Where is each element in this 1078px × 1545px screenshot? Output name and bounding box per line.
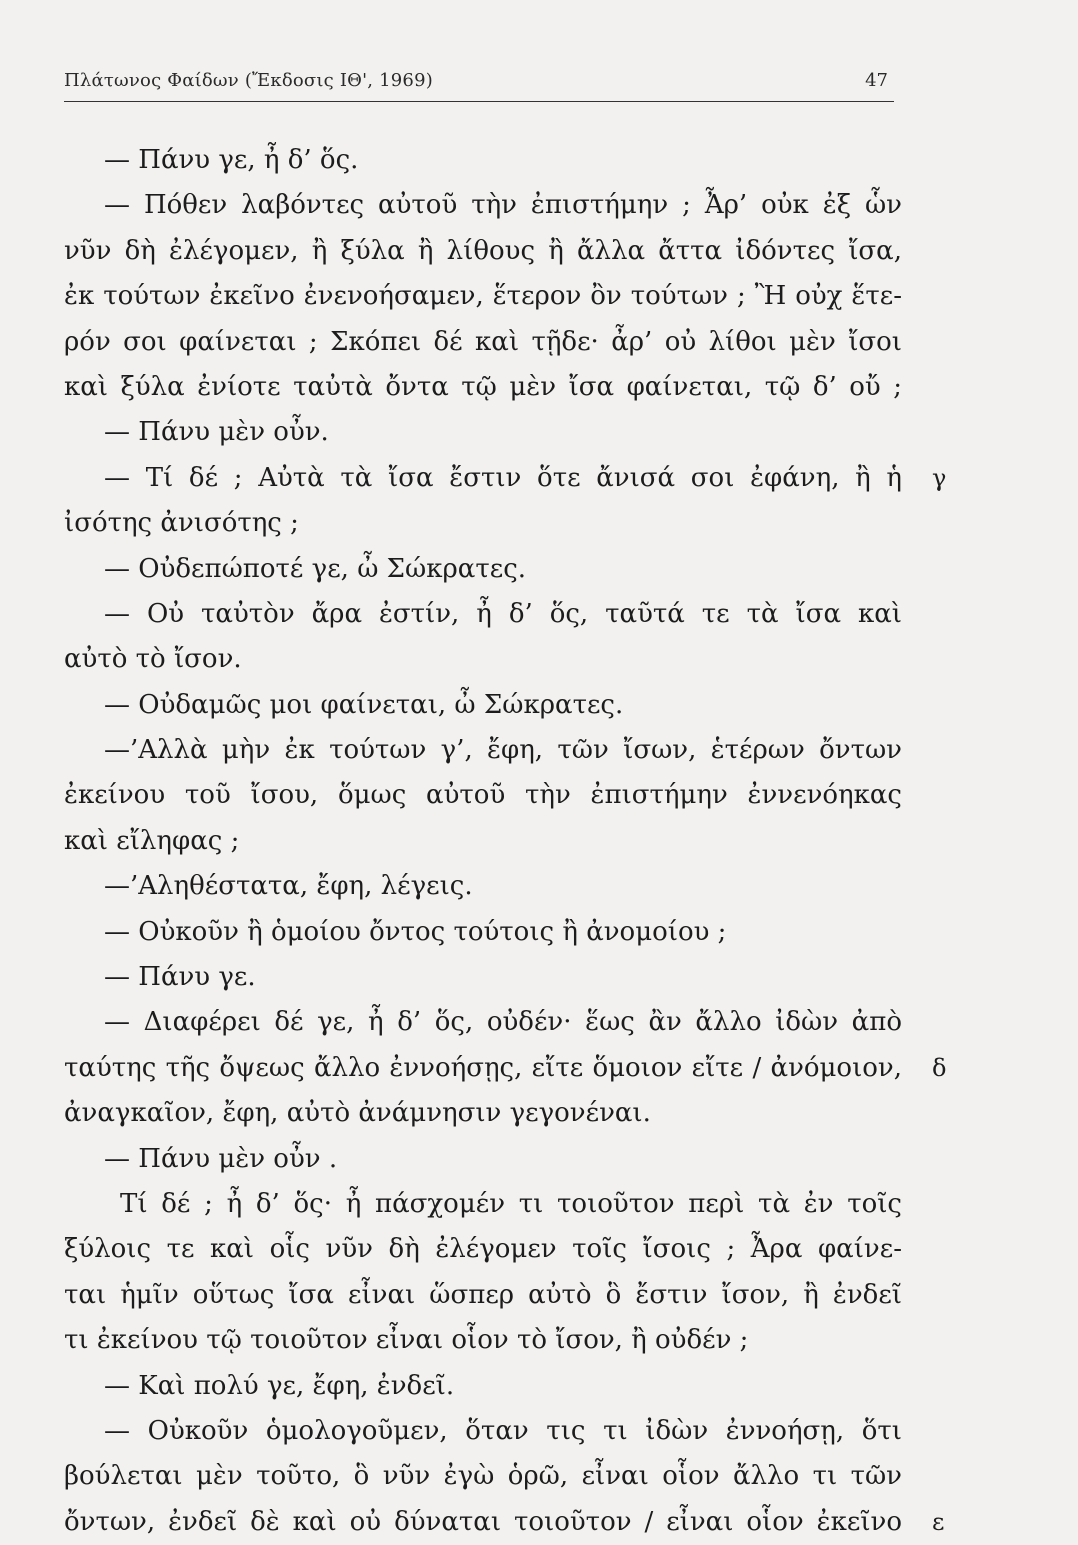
text-line: αὐτὸ τὸ ἴσον. xyxy=(64,644,242,675)
text-line: — Πάνυ γε. xyxy=(104,962,256,993)
text-line: Τί δέ ; ἦ δ’ ὅς· ἦ πάσχομέν τι τοιοῦτον περὶ τὰ ἐν τοῖς xyxy=(120,1188,902,1219)
margin-section-marker: δ xyxy=(932,1054,947,1082)
text-line: ταύτης τῆς ὄψεως ἄλλο ἐννοήσῃς, εἴτε ὅμοιον εἴτε / ἀνόμοιον, xyxy=(64,1052,902,1083)
text-line: — Πάνυ μὲν οὖν. xyxy=(104,417,329,448)
text-line: ἰσότης ἀνισότης ; xyxy=(64,508,299,539)
text-line: — Οὐκοῦν ἢ ὁμοίου ὄντος τούτοις ἢ ἀνομοίου ; xyxy=(104,916,727,947)
text-line: τι ἐκείνου τῷ τοιοῦτον εἶναι οἷον τὸ ἴσον, ἢ οὐδέν ; xyxy=(64,1325,749,1356)
text-line: νῦν δὴ ἐλέγομεν, ἢ ξύλα ἢ λίθους ἢ ἄλλα ἄττα ἰδόντες ἴσα, xyxy=(64,235,902,266)
text-line: — Οὐ ταὐτὸν ἄρα ἐστίν, ἦ δ’ ὅς, ταῦτά τε τὰ ἴσα καὶ xyxy=(104,598,902,629)
margin-section-marker: ε xyxy=(932,1508,945,1536)
text-line: καὶ ξύλα ἐνίοτε ταὐτὰ ὄντα τῷ μὲν ἴσα φαίνεται, τῷ δ’ οὔ ; xyxy=(64,371,902,402)
text-line: — Οὐδαμῶς μοι φαίνεται, ὦ Σώκρατες. xyxy=(104,689,624,720)
text-line: βούλεται μὲν τοῦτο, ὃ νῦν ἐγὼ ὁρῶ, εἶναι οἷον ἄλλο τι τῶν xyxy=(64,1461,902,1492)
margin-section-marker: γ xyxy=(932,463,947,492)
running-header xyxy=(64,70,894,98)
header-rule xyxy=(64,101,894,102)
text-line: ται ἡμῖν οὕτως ἴσα εἶναι ὥσπερ αὐτὸ ὃ ἔστιν ἴσον, ἢ ἐνδεῖ xyxy=(64,1279,902,1310)
text-line: καὶ εἴληφας ; xyxy=(64,825,240,856)
book-title: Πλάτωνος Φαίδων (Ἔκδοσις ΙΘ', 1969) xyxy=(64,70,433,91)
text-line: — Οὐδεπώποτέ γε, ὦ Σώκρατες. xyxy=(104,553,527,584)
text-line: — Διαφέρει δέ γε, ἦ δ’ ὅς, οὐδέν· ἕως ἂν ἄλλο ἰδὼν ἀπὸ xyxy=(104,1007,902,1038)
text-line: ἀναγκαῖον, ἔφη, αὐτὸ ἀνάμνησιν γεγονέναι. xyxy=(64,1098,651,1129)
text-line: ρόν σοι φαίνεται ; Σκόπει δέ καὶ τῇδε· ἆρ’ οὐ λίθοι μὲν ἴσοι xyxy=(64,326,902,357)
text-body xyxy=(64,138,947,1545)
text-line: — Πόθεν λαβόντες αὐτοῦ τὴν ἐπιστήμην ; Ἆρ’ οὐκ ἐξ ὧν xyxy=(104,190,902,221)
text-line: — Τί δέ ; Αὐτὰ τὰ ἴσα ἔστιν ὅτε ἄνισά σοι ἐφάνη, ἢ ἡ xyxy=(104,462,902,493)
text-line: — Πάνυ γε, ἦ δ’ ὅς. xyxy=(104,145,359,175)
page-number: 47 xyxy=(865,70,888,91)
text-line: ξύλοις τε καὶ οἷς νῦν δὴ ἐλέγομεν τοῖς ἴσοις ; Ἆρα φαίνε- xyxy=(64,1234,902,1265)
text-line: —’Αληθέστατα, ἔφη, λέγεις. xyxy=(104,871,473,902)
text-line: — Οὐκοῦν ὁμολογοῦμεν, ὅταν τις τι ἰδὼν ἐννοήσῃ, ὅτι xyxy=(104,1415,902,1446)
text-line: — Καὶ πολύ γε, ἔφη, ἐνδεῖ. xyxy=(104,1370,455,1401)
text-line: —’Αλλὰ μὴν ἐκ τούτων γ’, ἔφη, τῶν ἴσων, ἑτέρων ὄντων xyxy=(104,735,902,766)
text-line: — Πάνυ μὲν οὖν . xyxy=(104,1143,338,1174)
text-line: ἐκείνου τοῦ ἴσου, ὅμως αὐτοῦ τὴν ἐπιστήμην ἐννενόηκας xyxy=(64,780,902,811)
text-line: ἐκ τούτων ἐκεῖνο ἐνενοήσαμεν, ἕτερον ὂν τούτων ; Ἢ οὐχ ἕτε- xyxy=(64,281,902,312)
text-line: ὄντων, ἐνδεῖ δὲ καὶ οὐ δύναται τοιοῦτον / εἶναι οἷον ἐκεῖνο xyxy=(64,1506,902,1537)
